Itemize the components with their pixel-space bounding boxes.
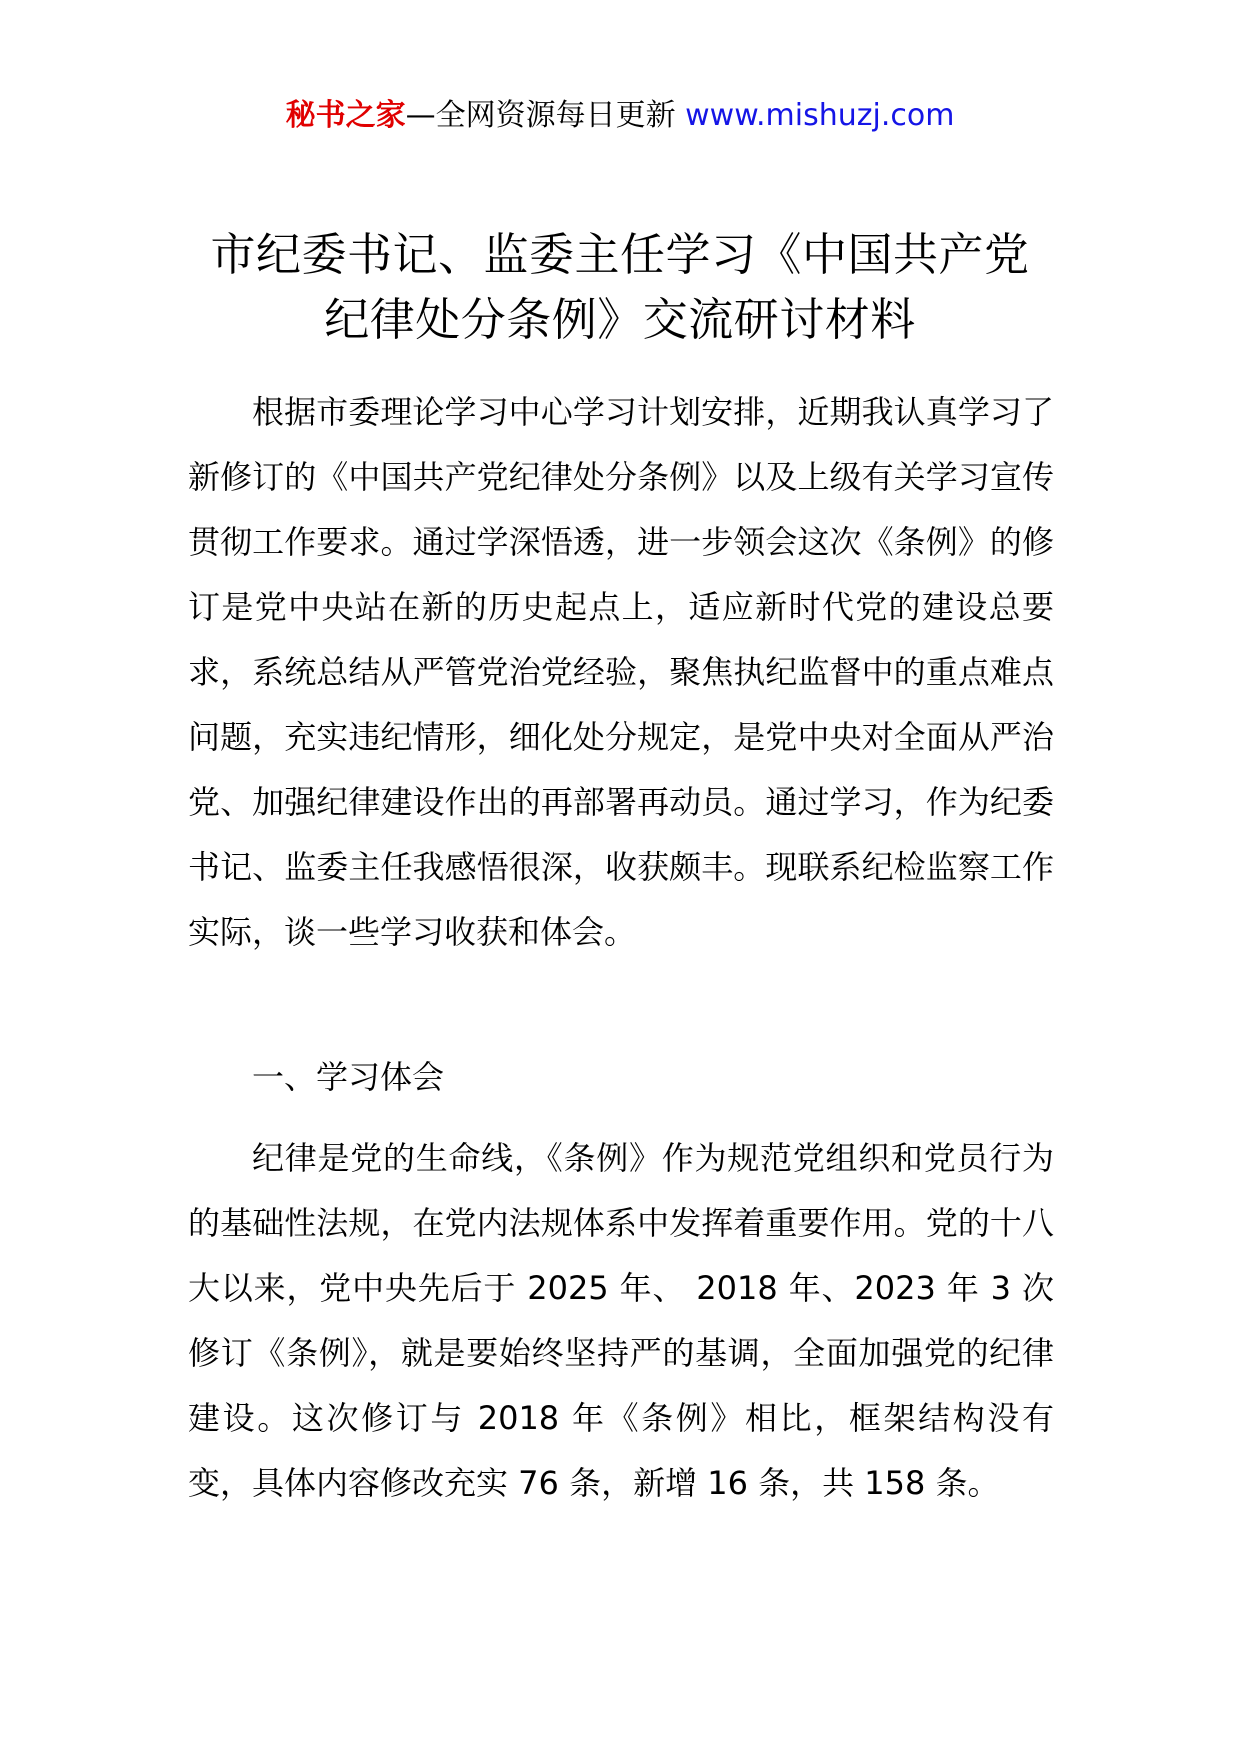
paragraph-intro: 根据市委理论学习中心学习计划安排，近期我认真学习了新修订的《中国共产党纪律处分条例》以及上级有关学习宣传贯彻工作要求。通过学深悟透，进一步领会这次《条例》的修订是党中央站在新的历史起点上，适应新时代党的建设总要求，系统总结从严管党治党经验，聚焦执纪监督中的重点难点问题，充实违纪情形，细化处分规定，是党中央对全面从严治党、加强纪律建设作出的再部署再动员。通过学习，作为纪委书记、监委主任我感悟很深，收获颇丰。现联系纪检监察工作实际，谈一些学习收获和体会。 [188, 393, 1054, 951]
section-heading-1: 一、学习体会 [252, 1058, 445, 1096]
header-brand: 秘书之家 [285, 98, 406, 133]
title-line-1: 市纪委书记、监委主任学习《中国共产党 [210, 228, 1030, 281]
page-header [0, 94, 1240, 138]
header-tagline: —全网资源每日更新 [405, 98, 676, 133]
paragraph-section-1: 纪律是党的生命线，《条例》作为规范党组织和党员行为的基础性法规，在党内法规体系中发挥着重要作用。党的十八大以来，党中央先后于 2025 年、 2018 年、2023 年 3 次修订《条例》，就是要始终坚持严的基调，全面加强党的纪律建设。这次修订与 2018 年《条例》相比，框架结构没有变，具体内容修改充实 76 条，新增 16 条，共 158 条。 [188, 1139, 1054, 1502]
title-line-2: 纪律处分条例》交流研讨材料 [324, 293, 916, 346]
header-url-link[interactable]: www.mishuzj.com [685, 98, 955, 133]
document-title [160, 222, 1080, 352]
